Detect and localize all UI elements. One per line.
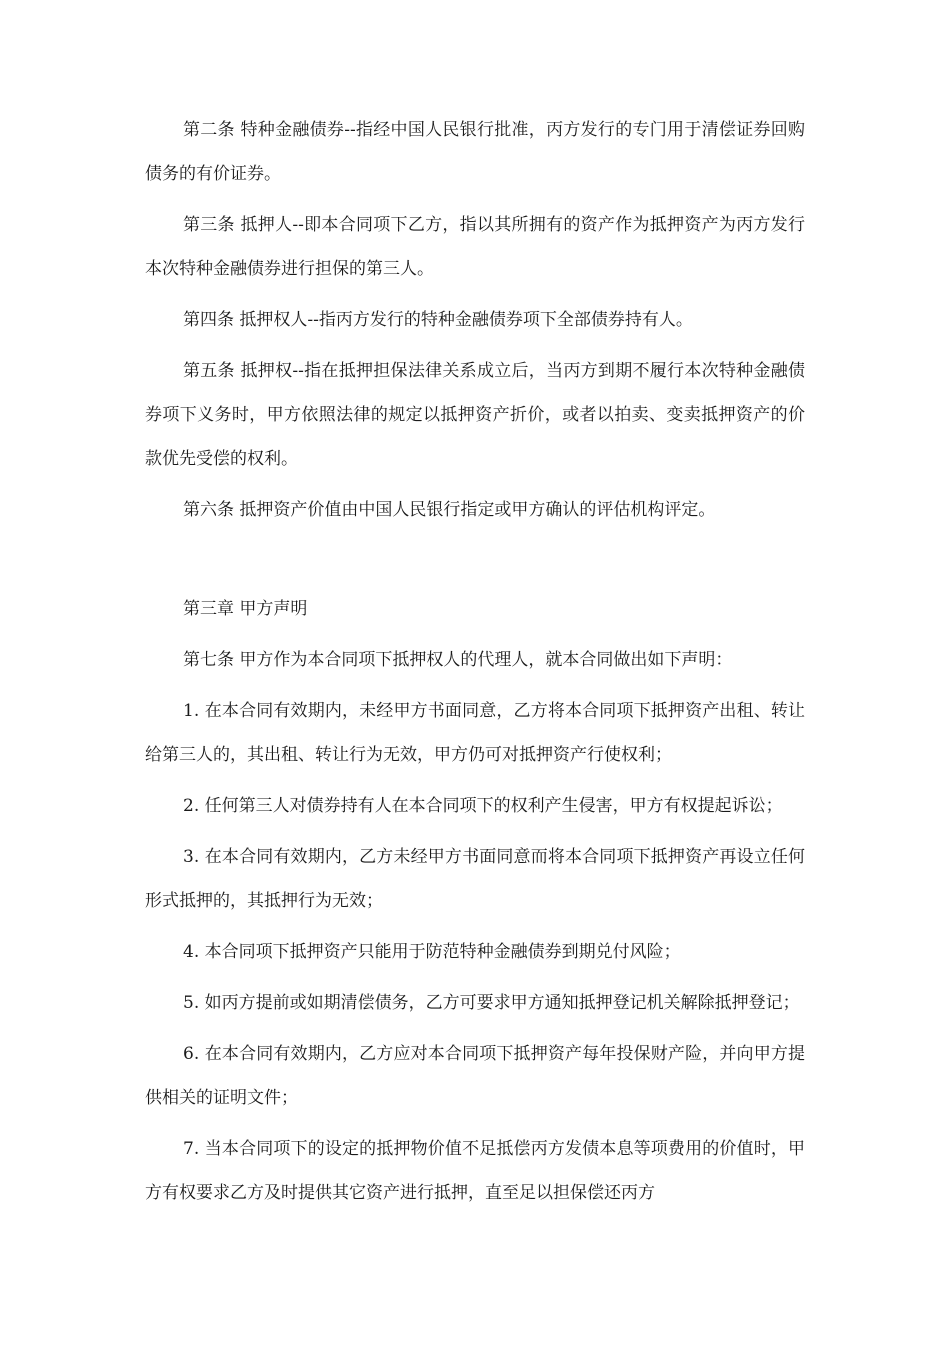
article-6: 第六条 抵押资产价值由中国人民银行指定或甲方确认的评估机构评定。 [183,500,716,520]
chapter-title: 第三章 甲方声明 [183,599,308,619]
article-3: 第三条 抵押人--即本合同项下乙方，指以其所拥有的资产作为抵押资产为丙方发行本次特种金融债券进行担保的第三人。 [145,215,805,279]
article-4: 第四条 抵押权人--指丙方发行的特种金融债券项下全部债券持有人。 [183,310,693,330]
clause-1: 1. 在本合同有效期内，未经甲方书面同意，乙方将本合同项下抵押资产出租、转让给第三人的，其出租、转让行为无效，甲方仍可对抵押资产行使权利； [145,701,805,765]
clause-7: 7. 当本合同项下的设定的抵押物价值不足抵偿丙方发债本息等项费用的价值时，甲方有权要求乙方及时提供其它资产进行抵押，直至足以担保偿还丙方 [145,1139,805,1203]
clause-6: 6. 在本合同有效期内，乙方应对本合同项下抵押资产每年投保财产险，并向甲方提供相关的证明文件； [145,1044,805,1108]
clause-5: 5. 如丙方提前或如期清偿债务，乙方可要求甲方通知抵押登记机关解除抵押登记； [183,993,800,1013]
clause-4: 4. 本合同项下抵押资产只能用于防范特种金融债券到期兑付风险； [183,942,681,962]
article-5: 第五条 抵押权--指在抵押担保法律关系成立后，当丙方到期不履行本次特种金融债券项下义务时，甲方依照法律的规定以抵押资产折价，或者以拍卖、变卖抵押资产的价款优先受偿的权利。 [145,361,805,469]
article-7-intro: 第七条 甲方作为本合同项下抵押权人的代理人，就本合同做出如下声明： [183,650,733,670]
document-body [145,108,805,1222]
article-2: 第二条 特种金融债券--指经中国人民银行批准，丙方发行的专门用于清偿证券回购债务的有价证券。 [145,120,805,184]
section-spacer [145,539,805,587]
clause-3: 3. 在本合同有效期内，乙方未经甲方书面同意而将本合同项下抵押资产再设立任何形式抵押的，其抵押行为无效； [145,847,805,911]
clause-2: 2. 任何第三人对债券持有人在本合同项下的权利产生侵害，甲方有权提起诉讼； [183,796,783,816]
